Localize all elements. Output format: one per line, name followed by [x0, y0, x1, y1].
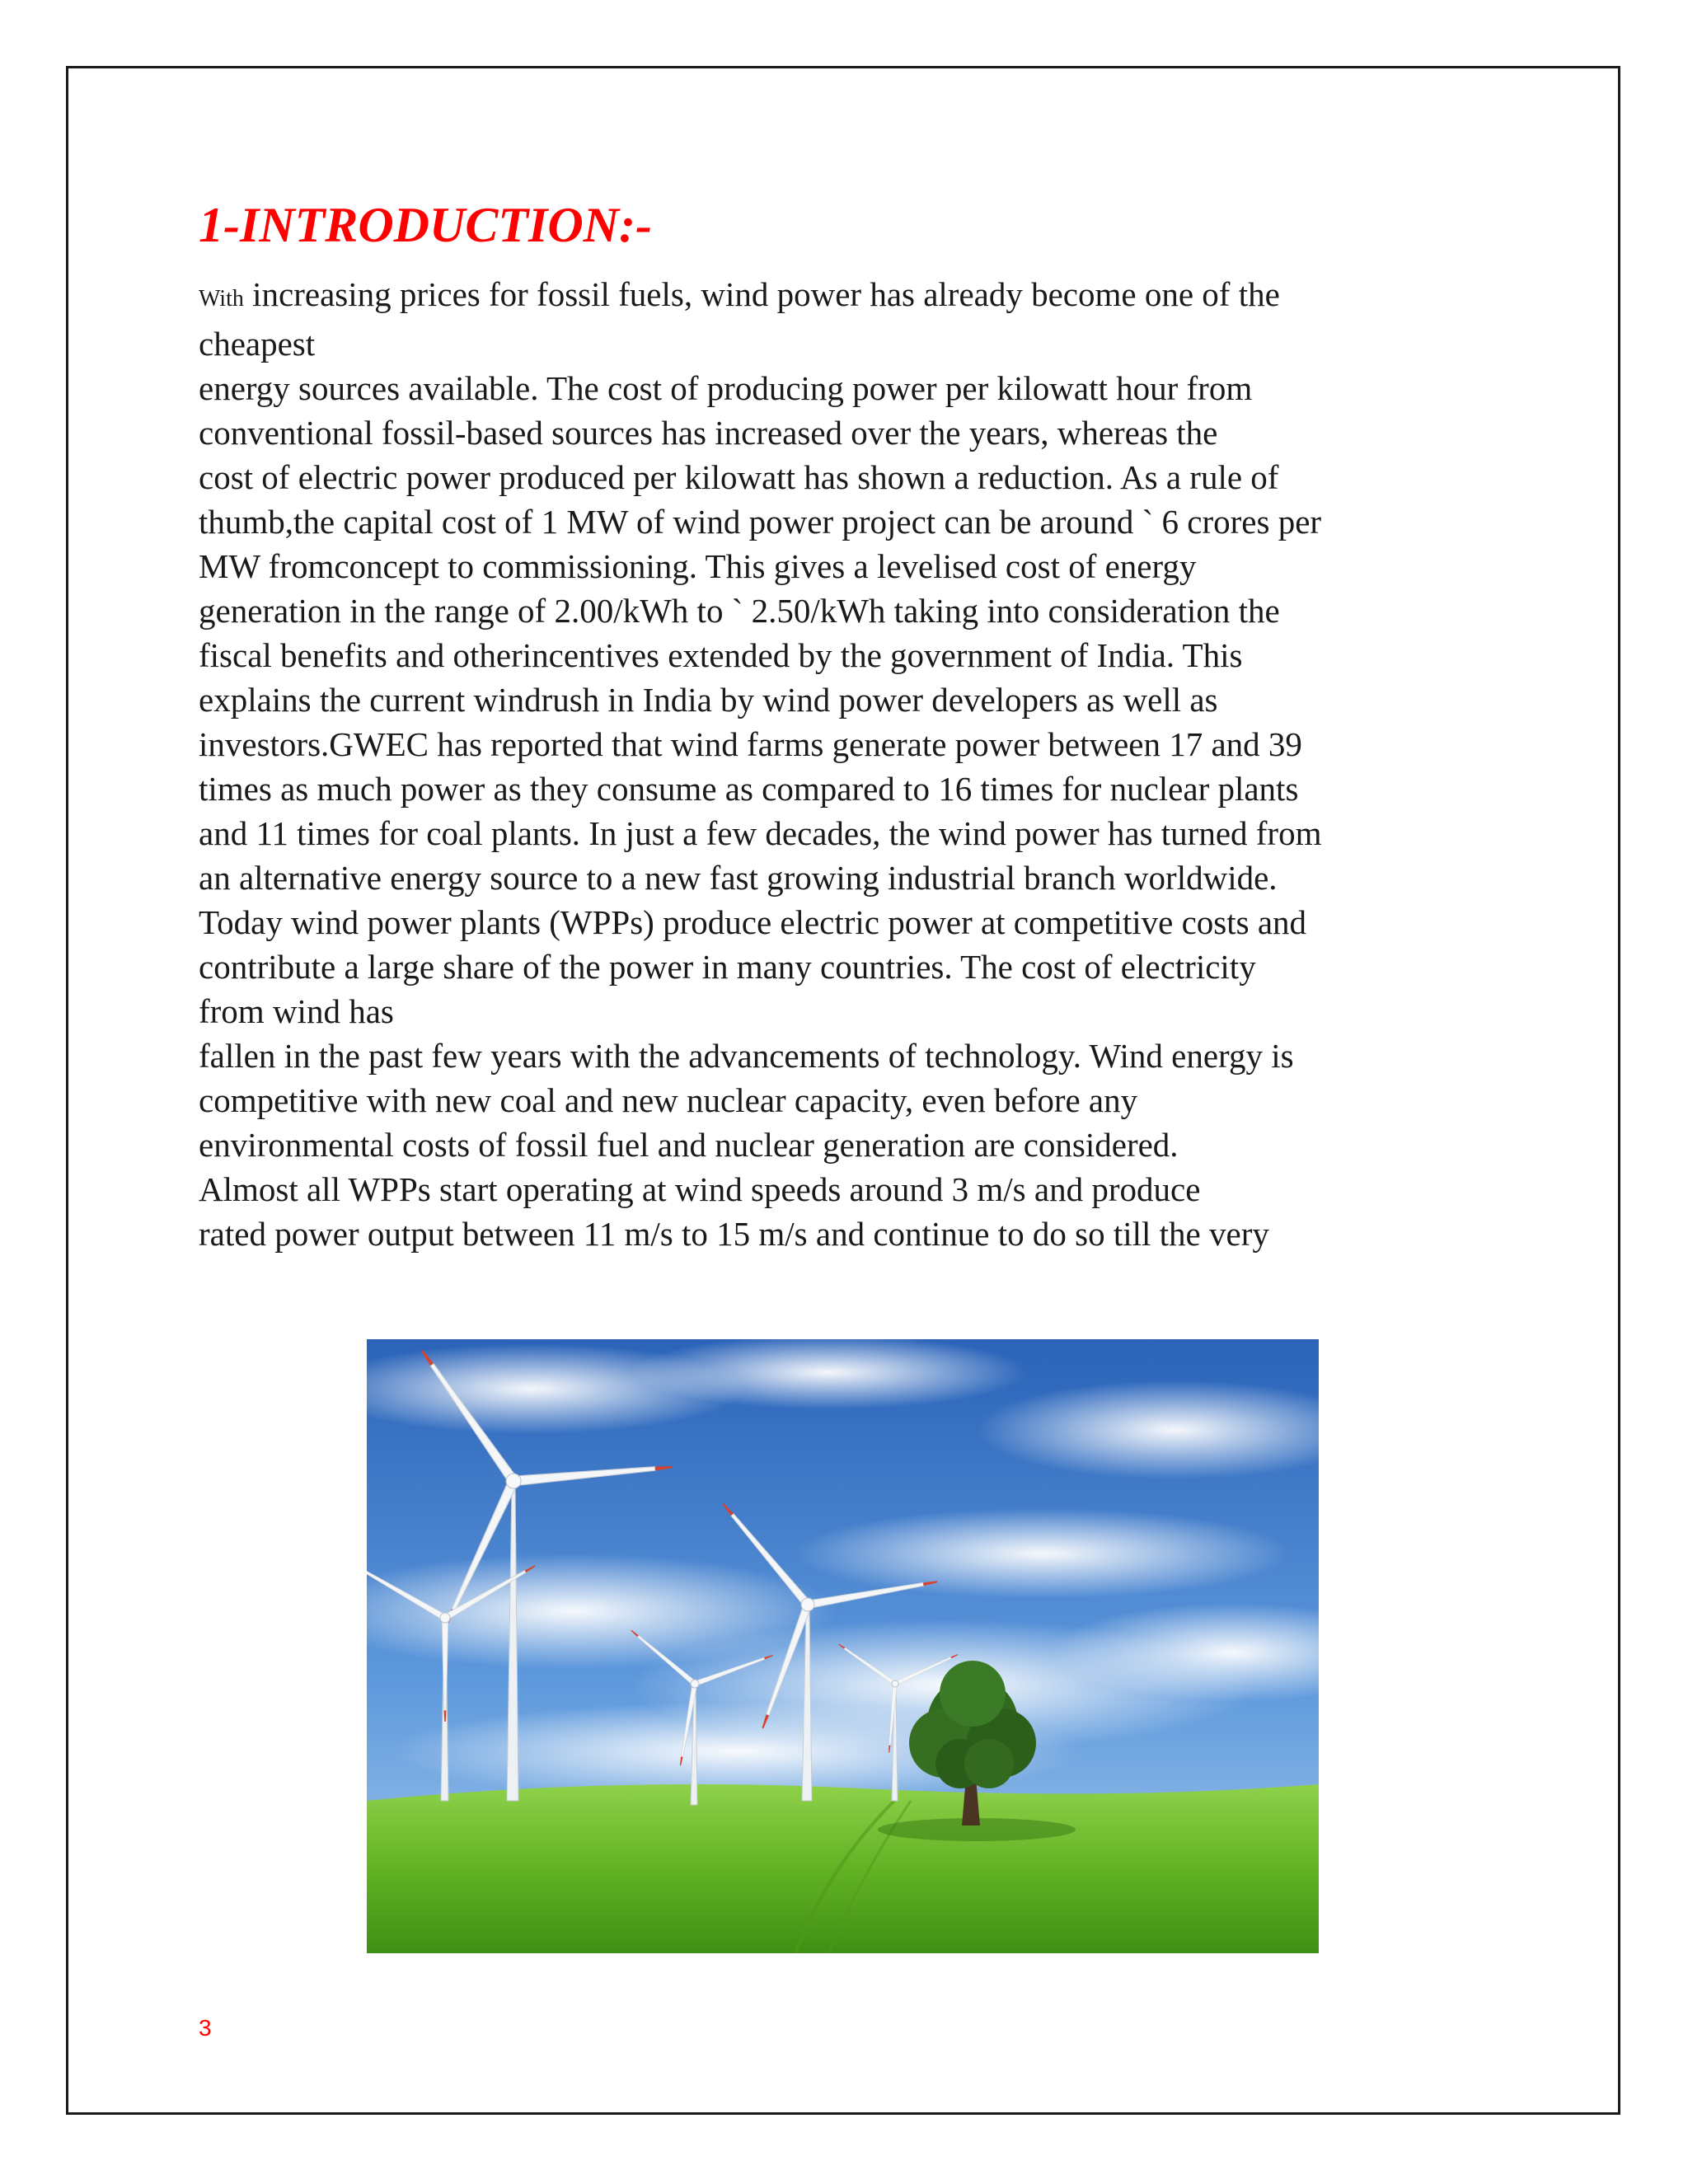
paragraph-line: generation in the range of 2.00/kWh to ` 2.50/kWh taking into consideration the — [199, 592, 1280, 630]
paragraph-line: Today wind power plants (WPPs) produce electric power at competitive costs and — [199, 903, 1307, 941]
paragraph-line: fiscal benefits and otherincentives extended by the government of India. This — [199, 636, 1243, 674]
paragraph-line: environmental costs of fossil fuel and nuclear generation are considered. — [199, 1126, 1179, 1164]
paragraph-first-line-text: increasing prices for fossil fuels, wind power has already become one of the — [243, 275, 1280, 313]
paragraph-line: cost of electric power produced per kilowatt has shown a reduction. As a rule of — [199, 458, 1279, 496]
paragraph-line: cheapest — [199, 325, 316, 363]
paragraph-line: energy sources available. The cost of producing power per kilowatt hour from — [199, 369, 1253, 407]
paragraph-line: conventional fossil-based sources has increased over the years, whereas the — [199, 414, 1218, 452]
paragraph-line: Almost all WPPs start operating at wind speeds around 3 m/s and produce — [199, 1170, 1201, 1208]
grass-field — [367, 1784, 1319, 1953]
paragraph-line: and 11 times for coal plants. In just a few decades, the wind power has turned from — [199, 814, 1322, 852]
page-number: 3 — [199, 2015, 212, 2041]
section-heading: 1-INTRODUCTION:- — [199, 198, 652, 252]
paragraph-first-word: With — [199, 286, 244, 312]
paragraph-line: explains the current windrush in India by wind power developers as well as — [199, 681, 1218, 719]
paragraph-line: times as much power as they consume as compared to 16 times for nuclear plants — [199, 770, 1299, 808]
paragraph-line — [199, 272, 1517, 321]
intro-paragraph — [199, 272, 1517, 1256]
paragraph-line: an alternative energy source to a new fast growing industrial branch worldwide. — [199, 859, 1278, 897]
paragraph-line: investors.GWEC has reported that wind farms generate power between 17 and 39 — [199, 725, 1302, 763]
paragraph-line: from wind has — [199, 992, 394, 1030]
wind-turbines-photo — [367, 1339, 1319, 1953]
paragraph-line: fallen in the past few years with the advancements of technology. Wind energy is — [199, 1037, 1294, 1075]
paragraph-line: thumb,the capital cost of 1 MW of wind power project can be around ` 6 crores per — [199, 503, 1322, 541]
paragraph-line: MW fromconcept to commissioning. This gives a levelised cost of energy — [199, 547, 1197, 585]
paragraph-line: rated power output between 11 m/s to 15 m/s and continue to do so till the very — [199, 1215, 1269, 1253]
paragraph-line: contribute a large share of the power in many countries. The cost of electricity — [199, 948, 1256, 986]
paragraph-line: competitive with new coal and new nuclear capacity, even before any — [199, 1081, 1138, 1119]
